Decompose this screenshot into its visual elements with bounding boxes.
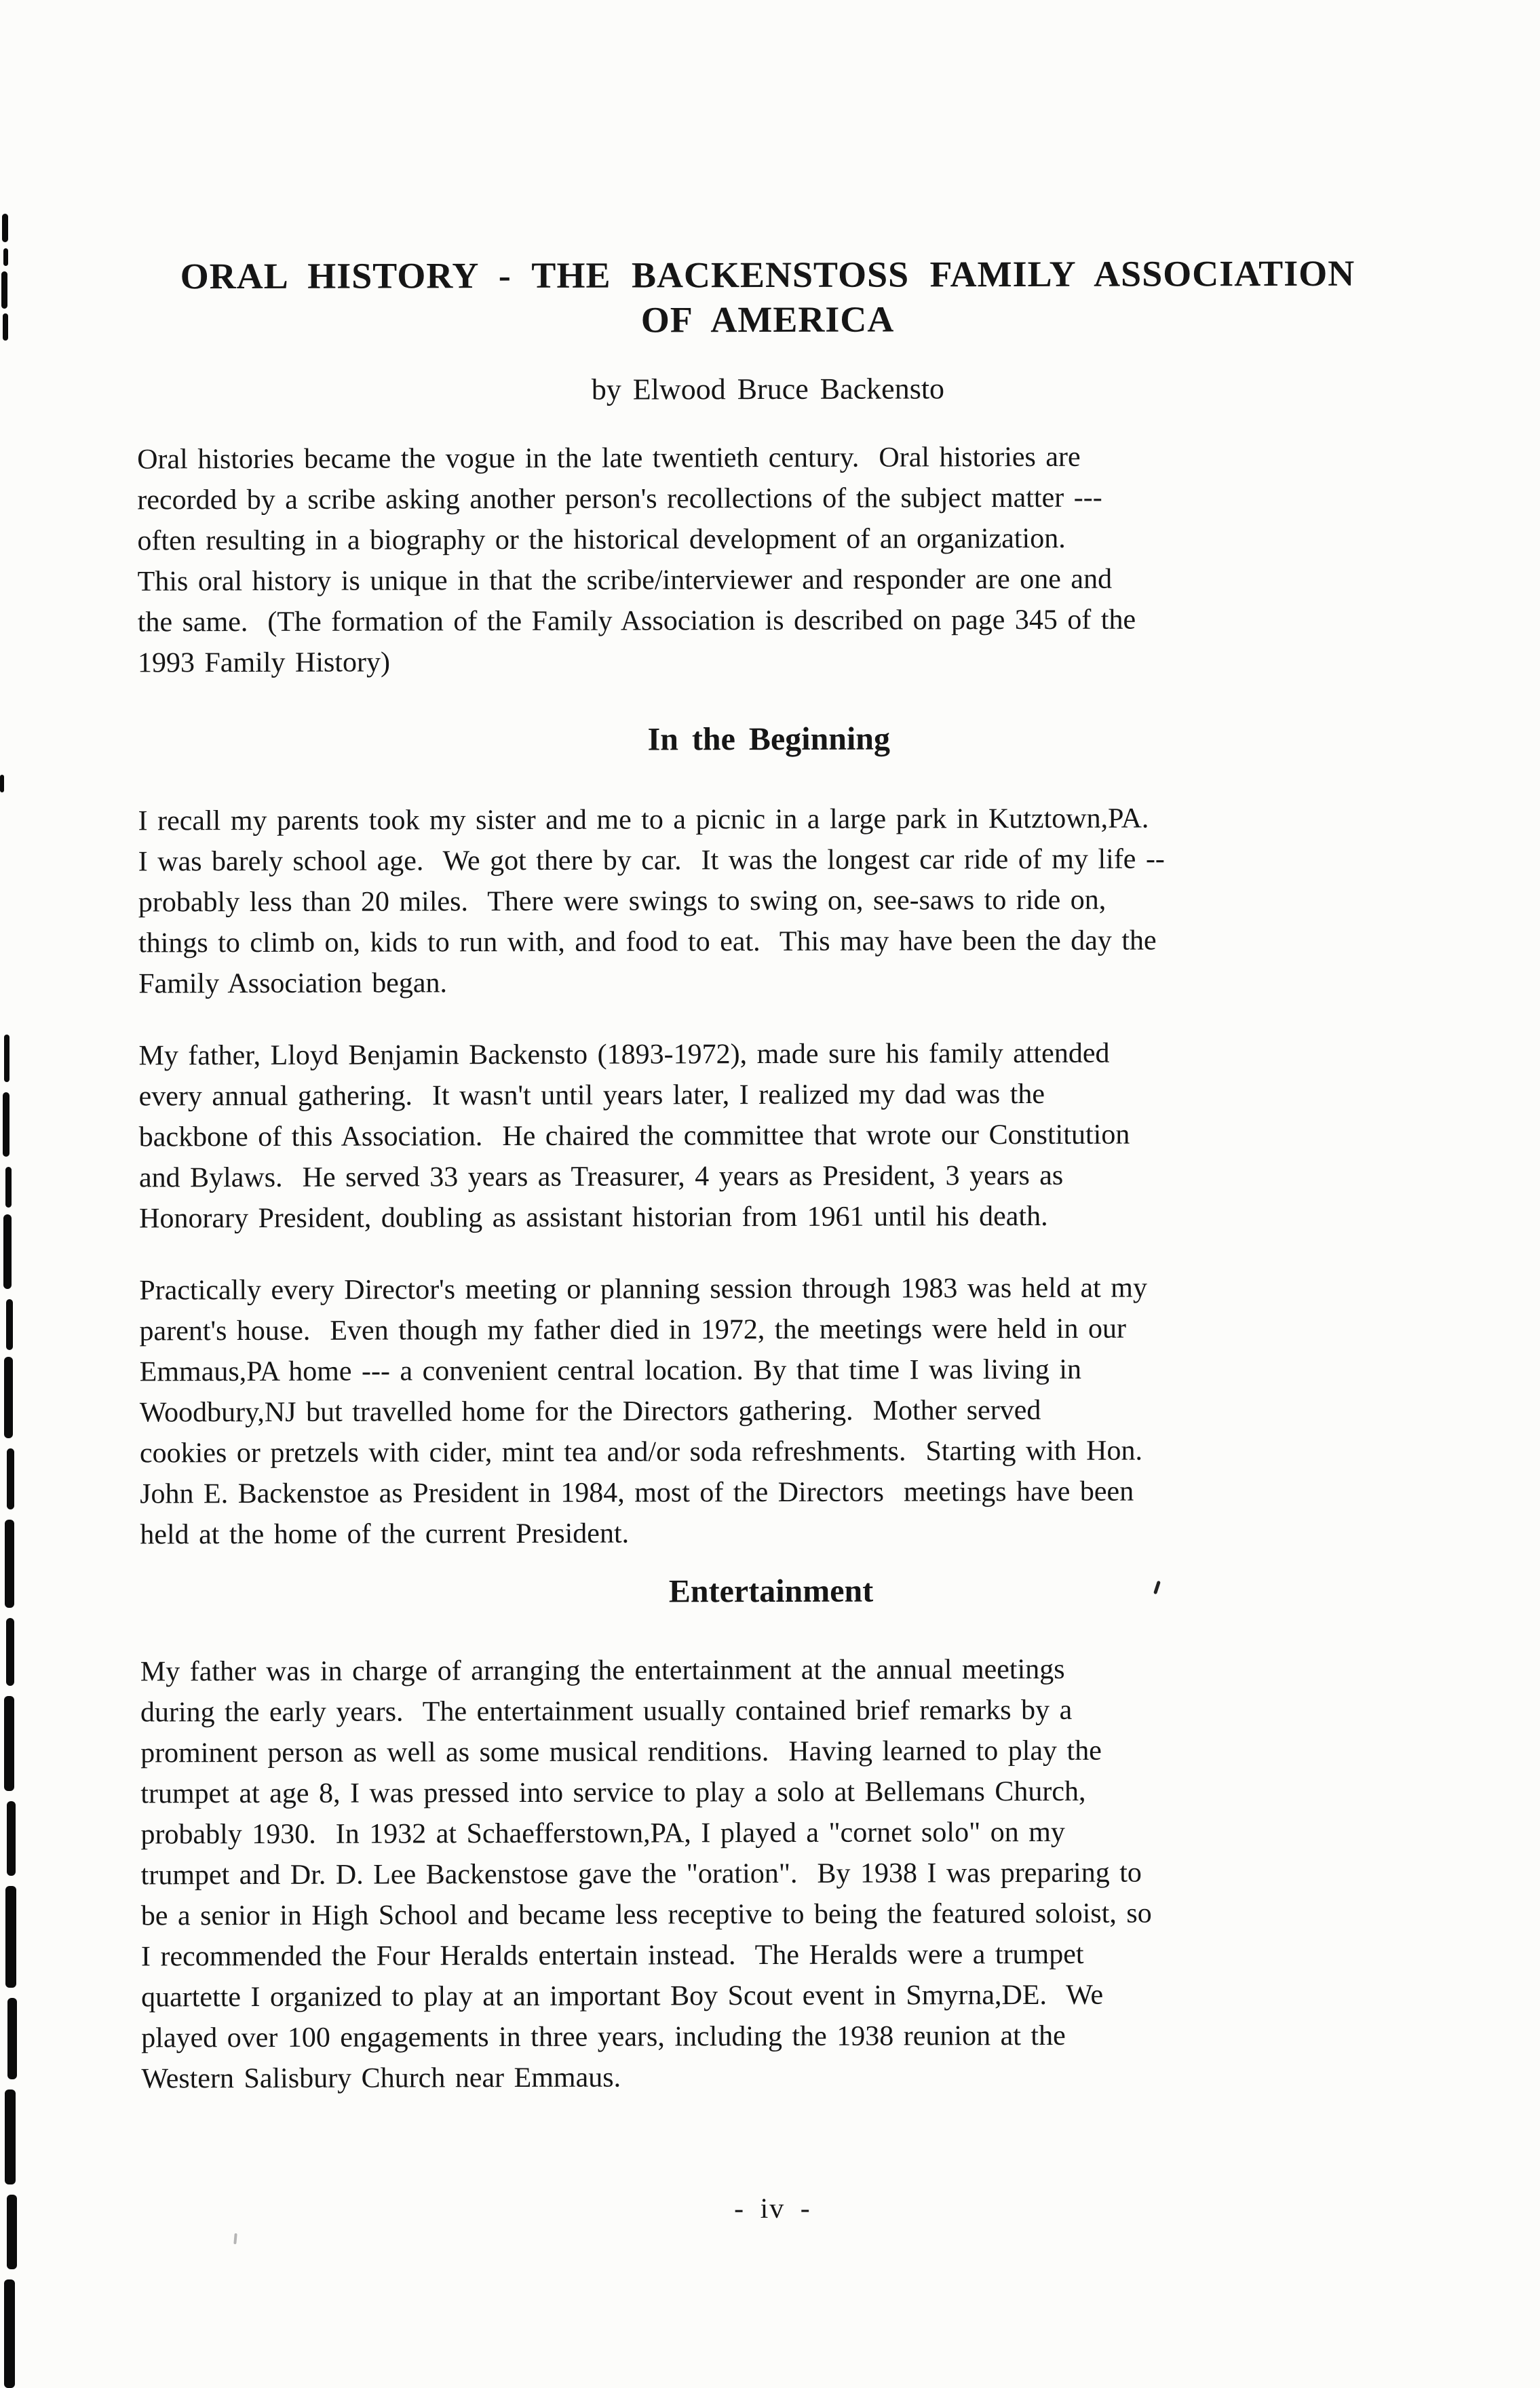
scan-artifact-streak [7, 1801, 16, 1876]
paragraph-father-backbone: My father, Lloyd Benjamin Backensto (1893-1972), made sure his family attended every annual gathering. It wasn't until years later, I realized my dad was the backbone of this Association. He chaired the committee that wrote our Constitution and Bylaws. He served 33 years as Treasurer, 4 years as President, 3 years as Honorary President, doubling as assistant historian from 1961 until his death. [138, 1037, 1130, 1235]
scan-artifact-streak [7, 1448, 14, 1509]
scan-artifact-streak [6, 1299, 13, 1350]
page-number: - iv - [734, 2193, 811, 2225]
section-heading-in-the-beginning: In the Beginning [647, 720, 891, 758]
scan-artifact-dash [2, 214, 8, 242]
scan-artifact-streak [7, 1998, 17, 2079]
document-title-line-1: ORAL HISTORY - THE BACKENSTOSS FAMILY ASSOCIATION [180, 252, 1355, 297]
scan-artifact-streak [3, 1092, 9, 1157]
document-title-line-2: OF AMERICA [640, 298, 895, 341]
scan-artifact-streak [4, 1035, 9, 1082]
byline: by Elwood Bruce Backensto [591, 372, 945, 406]
scan-artifact-streak [4, 1357, 13, 1438]
scan-artifact-dash [0, 775, 4, 792]
paragraph-entertainment: My father was in charge of arranging the entertainment at the annual meetings during the early years. The entertainment usually contained brief remarks by a prominent person as well as some musical renditions. Having learned to play the trumpet at age 8, I was pressed into service to play a solo at Bellemans Church, probably 1930. In 1932 at Schaefferstown,PA, I played a "cornet solo" on my trumpet and Dr. D. Lee Backenstose gave the "oration". By 1938 I was preparing to be a senior in High School and became less receptive to being the featured soloist, so I recommended the Four Heralds entertain instead. The Heralds were a trumpet quartette I organized to play at an important Boy Scout event in Smyrna,DE. We played over 100 engagements in three years, including the 1938 reunion at the Western Salisbury Church near Emmaus. [140, 1653, 1152, 2095]
scan-artifact-streak [5, 1886, 16, 1988]
scan-artifact-streak [3, 1214, 12, 1289]
intro-paragraph: Oral histories became the vogue in the late twentieth century. Oral histories are recorded by a scribe asking another person's recollections of the subject matter --- often resulting in a biography or the historical development of an organization. This oral history is unique in that the scribe/interviewer and responder are one and the same. (The formation of the Family Association is described on page 345 of the 1993 Family History) [137, 441, 1136, 679]
scan-artifact-streak [4, 1696, 14, 1791]
scan-artifact-streak [7, 2195, 17, 2269]
scan-artifact-streak [4, 2279, 15, 2388]
scan-artifact-streak [5, 2090, 16, 2184]
scan-artifact-dash [3, 313, 8, 341]
scan-artifact-streak [6, 1618, 14, 1686]
section-heading-entertainment: Entertainment [668, 1573, 874, 1610]
scan-artifact-streak [5, 1520, 14, 1608]
scan-artifact-dash [1, 271, 7, 309]
scan-artifact-streak [5, 1167, 12, 1208]
scan-artifact-dash [3, 248, 8, 266]
document-title [0, 250, 1538, 344]
paragraph-directors-meetings: Practically every Director's meeting or planning session through 1983 was held at my parent's house. Even though my father died in 1972, the meetings were held in our Emmaus,PA home --- a convenient central location. By that time I was living in Woodbury,NJ but travelled home for the Directors gathering. Mother served cookies or pretzels with cider, mint tea and/or soda refreshments. Starting with Hon. John E. Backenstoe as President in 1984, most of the Directors meetings have been held at the home of the current President. [139, 1272, 1147, 1551]
paragraph-picnic: I recall my parents took my sister and me to a picnic in a large park in Kutztown,PA. I was barely school age. We got there by car. It was the longest car ride of my life -- probably less than 20 miles. There were swings to swing on, see-saws to ride on, things to climb on, kids to run with, and food to eat. This may have been the day the Family Association began. [138, 803, 1165, 1000]
